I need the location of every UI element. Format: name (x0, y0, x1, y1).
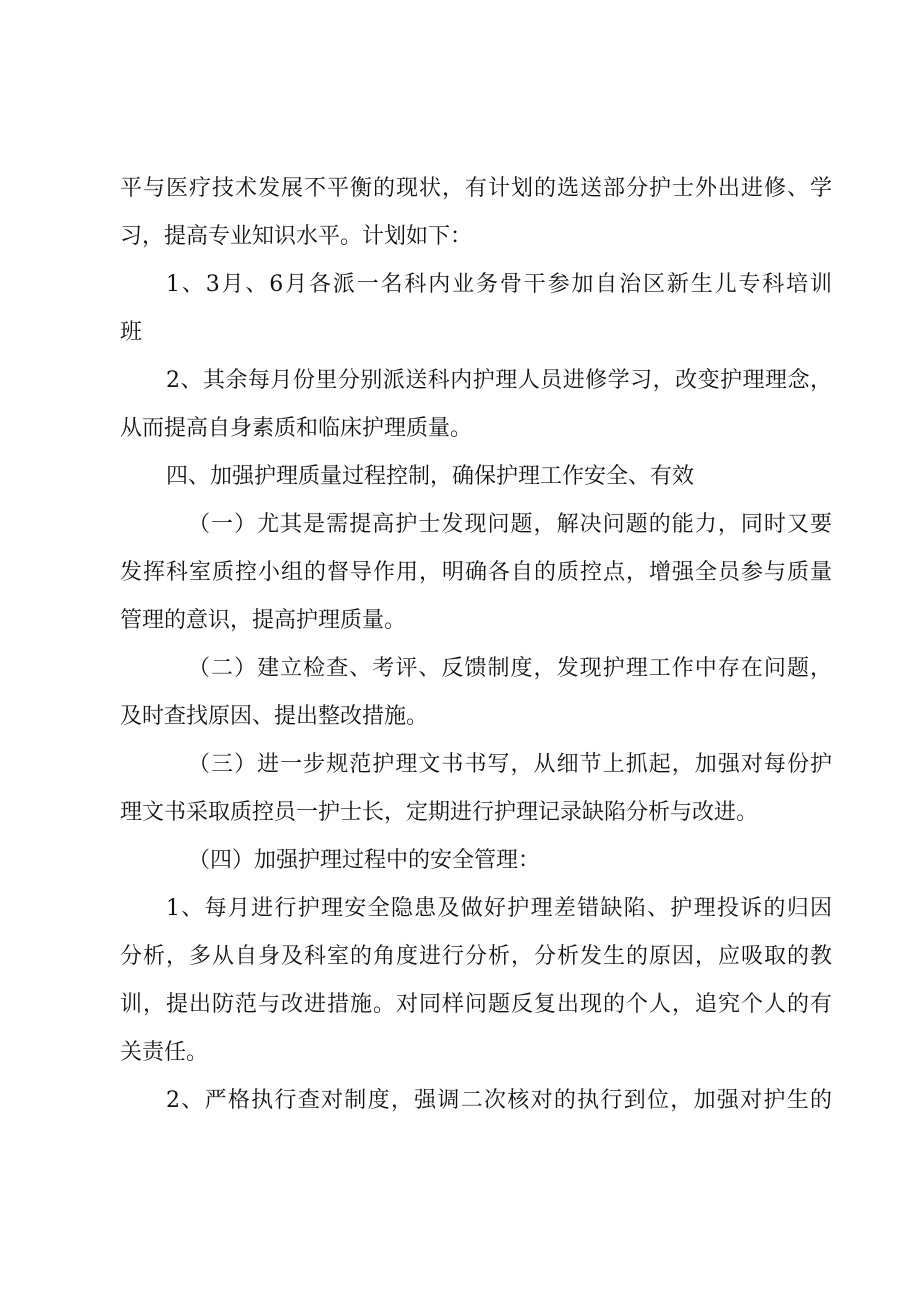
text-line: 平与医疗技术发展不平衡的现状，有计划的选送部分护士外出进修、学 (120, 176, 832, 201)
text-line: 理文书采取质控员一护士长，定期进行护理记录缺陷分析与改进。 (120, 800, 759, 825)
text-line: 发挥科室质控小组的督导作用，明确各自的质控点，增强全员参与质量 (120, 560, 832, 585)
text-line: 训，提出防范与改进措施。对同样问题反复出现的个人，追究个人的有 (120, 992, 832, 1017)
text-line: 管理的意识，提高护理质量。 (120, 608, 407, 633)
text-line: 习，提高专业知识水平。计划如下： (120, 224, 473, 249)
text-line: （三）进一步规范护理文书书写，从细节上抓起，加强对每份护 (188, 752, 832, 777)
text-line: （四）加强护理过程中的安全管理： (188, 848, 541, 873)
text-line: 1、3月、6月各派一名科内业务骨干参加自治区新生儿专科培训 (166, 272, 832, 297)
text-line: （一）尤其是需提高护士发现问题，解决问题的能力，同时又要 (188, 512, 832, 537)
text-line: 及时查找原因、提出整改措施。 (120, 704, 429, 729)
text-line: 班 (120, 320, 143, 345)
text-line: 从而提高自身素质和临床护理质量。 (120, 416, 473, 441)
text-line: 2、其余每月份里分别派送科内护理人员进修学习，改变护理理念， (166, 368, 832, 393)
section-heading: 四、加强护理质量过程控制，确保护理工作安全、有效 (166, 464, 695, 489)
text-line: 关责任。 (120, 1040, 209, 1065)
text-line: 1、每月进行护理安全隐患及做好护理差错缺陷、护理投诉的归因 (166, 896, 832, 921)
text-line: 2、严格执行查对制度，强调二次核对的执行到位，加强对护生的 (166, 1088, 832, 1113)
text-line: 分析，多从自身及科室的角度进行分析，分析发生的原因，应吸取的教 (120, 944, 832, 969)
text-line: （二）建立检查、考评、反馈制度，发现护理工作中存在问题， (188, 656, 832, 681)
